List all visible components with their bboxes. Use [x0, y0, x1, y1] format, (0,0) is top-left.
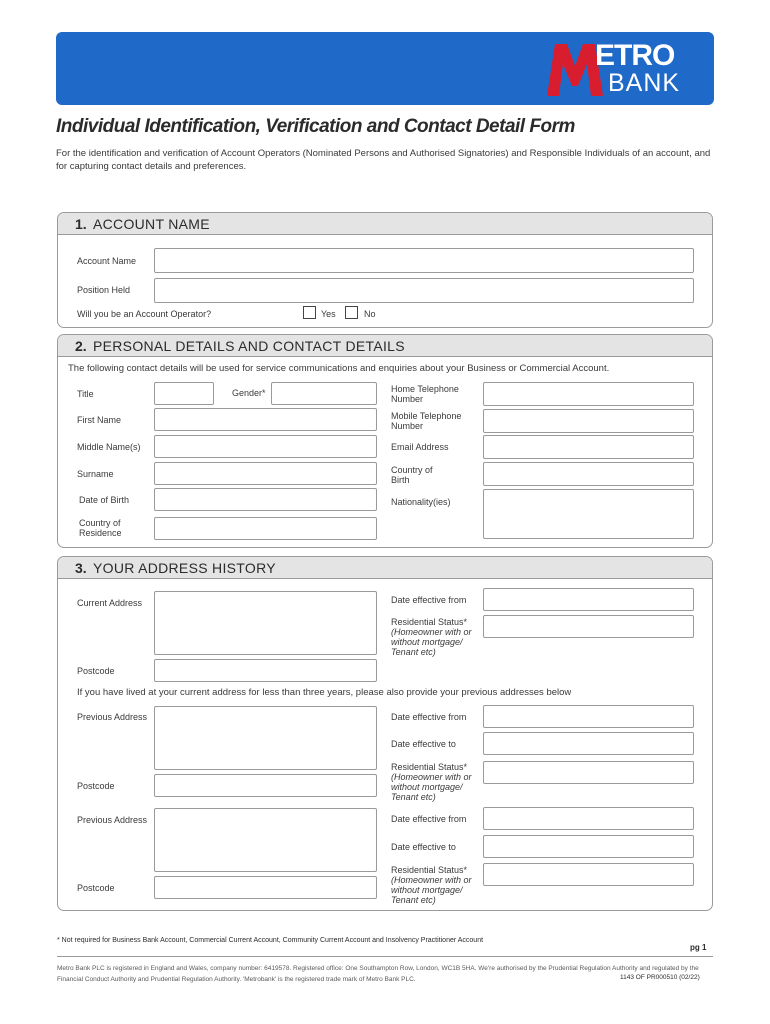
previous-2-postcode-label: Postcode [77, 883, 115, 893]
previous-address-2-label: Previous Address [77, 815, 148, 825]
email-field[interactable] [483, 435, 694, 459]
home-telephone-field[interactable] [483, 382, 694, 406]
mobile-telephone-field[interactable] [483, 409, 694, 433]
email-label: Email Address [391, 442, 449, 452]
first-name-field[interactable] [154, 408, 377, 431]
account-operator-question: Will you be an Account Operator? [77, 309, 212, 319]
previous-1-residential-status-field[interactable] [483, 761, 694, 784]
section-header [58, 557, 712, 579]
country-of-birth-field[interactable] [483, 462, 694, 486]
mobile-telephone-label: Mobile Telephone Number [391, 411, 462, 431]
section-number: 1. [75, 216, 87, 232]
account-name-field[interactable] [154, 248, 694, 273]
section-header [58, 335, 712, 357]
position-held-label: Position Held [77, 285, 131, 295]
section-title: YOUR ADDRESS HISTORY [93, 560, 276, 576]
previous-address-1-label: Previous Address [77, 712, 148, 722]
previous-1-date-from-field[interactable] [483, 705, 694, 728]
section-account-name [57, 212, 713, 328]
section-personal-details [57, 334, 713, 548]
logo-text-bottom: BANK [608, 69, 681, 97]
current-postcode-label: Postcode [77, 666, 115, 676]
previous-address-note: If you have lived at your current address for less than three years, please also provide your previous addresses below [77, 687, 572, 698]
section-title: ACCOUNT NAME [93, 216, 210, 232]
previous-2-date-to-field[interactable] [483, 835, 694, 858]
section-header [58, 213, 712, 235]
current-date-from-field[interactable] [483, 588, 694, 611]
date-of-birth-label: Date of Birth [79, 495, 130, 505]
previous-1-date-to-label: Date effective to [391, 739, 456, 749]
footnote: * Not required for Business Bank Account, Commercial Current Account, Community Current Account and Insolvency Practitioner Account [57, 937, 484, 944]
contact-usage-note: The following contact details will be used for service communications and enquiries about your Business or Commercial Account. [68, 363, 610, 374]
previous-1-postcode-label: Postcode [77, 781, 115, 791]
account-name-label: Account Name [77, 256, 137, 266]
footer-divider [57, 956, 713, 957]
previous-2-postcode-field[interactable] [154, 876, 377, 899]
title-label: Title [77, 389, 94, 399]
country-of-birth-label: Country of Birth [391, 465, 433, 485]
current-date-from-label: Date effective from [391, 595, 467, 605]
gender-field[interactable] [271, 382, 377, 405]
first-name-label: First Name [77, 415, 122, 425]
home-telephone-label: Home Telephone Number [391, 384, 459, 404]
nationality-field[interactable] [483, 489, 694, 539]
section-number: 3. [75, 560, 87, 576]
section-number: 2. [75, 338, 87, 354]
form-code: 1143 OF PR000510 (02/22) [620, 974, 700, 981]
no-checkbox[interactable] [345, 306, 358, 319]
current-address-label: Current Address [77, 598, 143, 608]
previous-1-date-from-label: Date effective from [391, 712, 467, 722]
legal-text: Metro Bank PLC is registered in England and Wales, company number: 6419578. Registered office: One Southampton Row, London, WC1B 5HA. We're authorised by the Prudential Regulation Authority and regulated by the Financial Conduct Authority and Prudential Regulation Authority. 'Metrobank' is the registered trade mark of Metro Bank PLC. [57, 965, 699, 983]
current-residential-status-field[interactable] [483, 615, 694, 638]
nationality-label: Nationality(ies) [391, 497, 451, 507]
current-address-field[interactable] [154, 591, 377, 655]
previous-address-1-field[interactable] [154, 706, 377, 770]
current-postcode-field[interactable] [154, 659, 377, 682]
page-title: Individual Identification, Verification and Contact Detail Form [56, 116, 575, 137]
previous-1-residential-status-label: Residential Status* (Homeowner with or without mortgage/ Tenant etc) [391, 762, 472, 802]
yes-checkbox[interactable] [303, 306, 316, 319]
title-field[interactable] [154, 382, 214, 405]
middle-names-label: Middle Name(s) [77, 442, 141, 452]
middle-names-field[interactable] [154, 435, 377, 458]
section-address-history [57, 556, 713, 911]
position-held-field[interactable] [154, 278, 694, 303]
current-residential-status-label: Residential Status* (Homeowner with or without mortgage/ Tenant etc) [391, 617, 472, 657]
previous-1-date-to-field[interactable] [483, 732, 694, 755]
previous-2-date-to-label: Date effective to [391, 842, 456, 852]
previous-1-postcode-field[interactable] [154, 774, 377, 797]
surname-field[interactable] [154, 462, 377, 485]
country-of-residence-field[interactable] [154, 517, 377, 540]
logo-text-top: ETRO [595, 39, 675, 72]
previous-2-date-from-label: Date effective from [391, 814, 467, 824]
section-title: PERSONAL DETAILS AND CONTACT DETAILS [93, 338, 405, 354]
previous-2-date-from-field[interactable] [483, 807, 694, 830]
surname-label: Surname [77, 469, 114, 479]
gender-label: Gender* [232, 388, 266, 398]
date-of-birth-field[interactable] [154, 488, 377, 511]
country-of-residence-label: Country of Residence [79, 518, 122, 538]
previous-2-residential-status-field[interactable] [483, 863, 694, 886]
metro-bank-logo [545, 40, 695, 98]
no-label: No [364, 309, 376, 319]
previous-2-residential-status-label: Residential Status* (Homeowner with or without mortgage/ Tenant etc) [391, 865, 472, 905]
yes-label: Yes [321, 309, 336, 319]
page-number: pg 1 [690, 943, 707, 952]
intro-text: For the identification and verification of Account Operators (Nominated Persons and Authorised Signatories) and Responsible Individuals of an account, and for capturing contact details and preferences. [56, 148, 711, 172]
previous-address-2-field[interactable] [154, 808, 377, 872]
